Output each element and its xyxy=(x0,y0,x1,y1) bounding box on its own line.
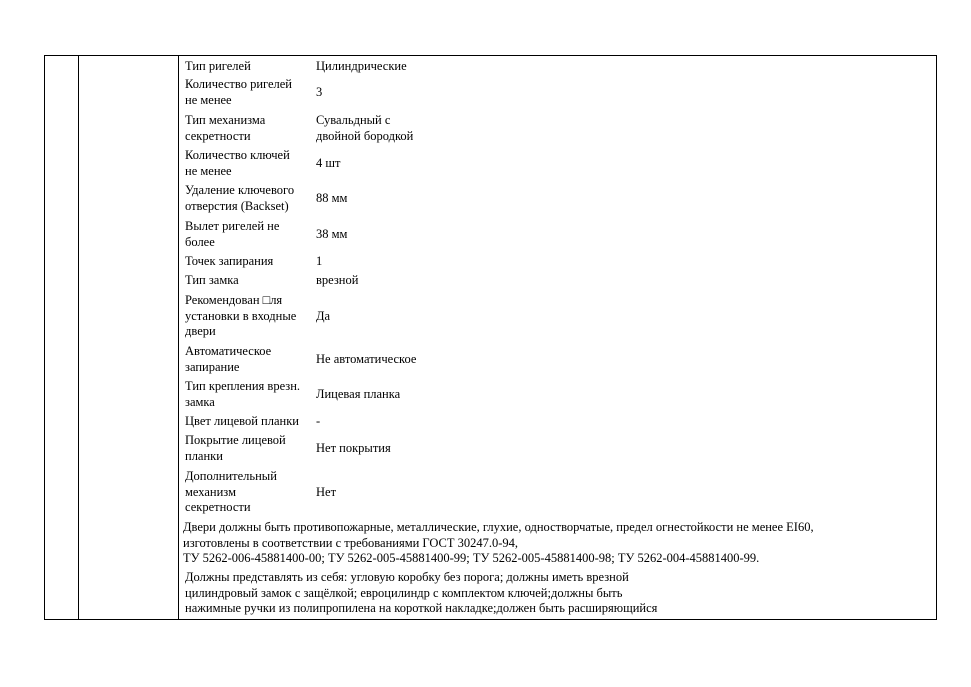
construction-paragraph: Должны представлять из себя: угловую коробку без порога; должны иметь врезной цилиндровый замок с защёлкой; евроцилиндр с комплектом ключей;должны быть нажимные ручки из полипропилена на короткой накладке;должен быть расширяющийся xyxy=(185,570,658,615)
spec-key: Точек запирания xyxy=(185,254,274,268)
spec-key: Дополнительный механизм секретности xyxy=(185,469,277,514)
spec-value: 3 xyxy=(316,85,323,99)
spec-value: 1 xyxy=(316,254,323,268)
spec-key: Удаление ключевого отверстия (Backset) xyxy=(185,183,295,213)
spec-value: 38 мм xyxy=(316,227,348,241)
spec-key: Рекомендован □ля установки в входные двери xyxy=(185,293,297,338)
spec-value: Да xyxy=(316,309,331,323)
spec-value: 4 шт xyxy=(316,156,341,170)
spec-value: Сувальдный с двойной бородкой xyxy=(316,113,414,143)
spec-key: Вылет ригелей не более xyxy=(185,219,280,249)
spec-key: Тип замка xyxy=(185,273,239,287)
spec-value: Нет покрытия xyxy=(316,441,391,455)
spec-key: Тип механизма секретности xyxy=(185,113,266,143)
spec-table xyxy=(44,55,937,620)
table-right-border xyxy=(936,55,937,620)
spec-value: 88 мм xyxy=(316,191,348,205)
spec-key: Тип крепления врезн. замка xyxy=(185,379,301,409)
spec-value: Не автоматическое xyxy=(316,352,417,366)
column-divider-1 xyxy=(78,55,79,620)
spec-key: Количество ключей не менее xyxy=(185,148,290,178)
spec-value: Цилиндрические xyxy=(316,59,407,73)
table-left-border xyxy=(44,55,45,620)
spec-value: Лицевая планка xyxy=(316,387,401,401)
spec-key: Покрытие лицевой планки xyxy=(185,433,286,463)
spec-key: Тип ригелей xyxy=(185,59,251,73)
spec-value: врезной xyxy=(316,273,359,287)
spec-value: Нет xyxy=(316,485,337,499)
requirements-paragraph: Двери должны быть противопожарные, металлические, глухие, одностворчатые, предел огнестойкости не менее EI60, изготовлены в соответствии с требованиями ГОСТ 30247.0-94, ТУ 5262-006-45881400-00; ТУ 5262-005-45881400-99; ТУ 5262-005-45881400-98; ТУ 5262-004-45881400-99. xyxy=(183,520,814,565)
spec-key: Автоматическое запирание xyxy=(185,344,272,374)
spec-key: Цвет лицевой планки xyxy=(185,414,299,428)
spec-key: Количество ригелей не менее xyxy=(185,77,293,107)
column-divider-2 xyxy=(178,55,179,620)
spec-value: - xyxy=(316,414,321,428)
